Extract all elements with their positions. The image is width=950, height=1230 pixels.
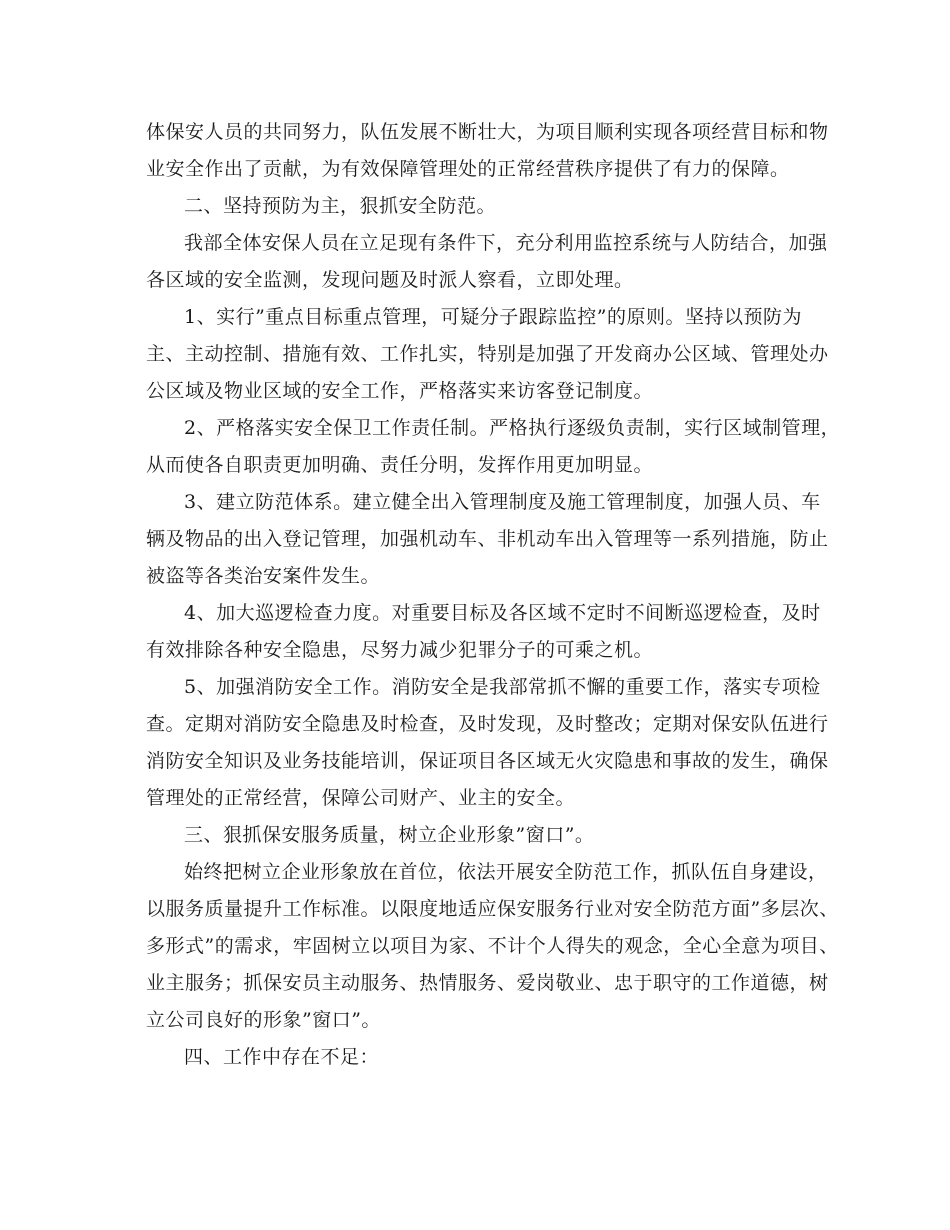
text-line: 以服务质量提升工作标准。以限度地适应保安服务行业对安全防范方面”多层次、: [146, 898, 839, 920]
text-line: 二、坚持预防为主，狠抓安全防范。: [184, 195, 497, 217]
text-line: 四、工作中存在不足：: [184, 1046, 380, 1068]
text-line: 5、加强消防安全工作。消防安全是我部常抓不懈的重要工作，落实专项检: [184, 676, 821, 698]
text-line: 2、严格落实安全保卫工作责任制。严格执行逐级负责制，实行区域制管理，: [184, 417, 841, 439]
text-line: 管理处的正常经营，保障公司财产、业主的安全。: [146, 787, 576, 809]
text-line: 业主服务；抓保安员主动服务、热情服务、爱岗敬业、忠于职守的工作道德，树: [146, 972, 829, 994]
text-line: 4、加大巡逻检查力度。对重要目标及各区域不定时不间断巡逻检查，及时: [184, 602, 821, 624]
text-line: 被盗等各类治安案件发生。: [146, 565, 381, 587]
text-line: 体保安人员的共同努力，队伍发展不断壮大，为项目顺利实现各项经营目标和物: [146, 121, 829, 143]
text-line: 公区域及物业区域的安全工作，严格落实来访客登记制度。: [146, 380, 654, 402]
text-line: 主、主动控制、措施有效、工作扎实，特别是加强了开发商办公区域、管理处办: [146, 343, 829, 365]
text-line: 各区域的安全监测，发现问题及时派人察看，立即处理。: [146, 269, 634, 291]
text-line: 三、狠抓保安服务质量，树立企业形象”窗口”。: [184, 824, 595, 846]
document-body: [146, 114, 841, 1076]
text-line: 从而使各自职责更加明确、责任分明，发挥作用更加明显。: [146, 454, 654, 476]
text-line: 辆及物品的出入登记管理，加强机动车、非机动车出入管理等一系列措施，防止: [146, 528, 829, 550]
text-line: 立公司良好的形象”窗口”。: [146, 1009, 381, 1031]
text-line: 有效排除各种安全隐患，尽努力减少犯罪分子的可乘之机。: [146, 639, 654, 661]
text-line: 多形式”的需求，牢固树立以项目为家、不计个人得失的观念，全心全意为项目、: [146, 935, 839, 957]
text-line: 查。定期对消防安全隐患及时检查，及时发现，及时整改；定期对保安队伍进行: [146, 713, 829, 735]
text-line: 业安全作出了贡献，为有效保障管理处的正常经营秩序提供了有力的保障。: [146, 158, 790, 180]
text-line: 始终把树立企业形象放在首位，依法开展安全防范工作，抓队伍自身建设，: [184, 861, 828, 883]
text-line: 我部全体安保人员在立足现有条件下，充分利用监控系统与人防结合，加强: [184, 232, 828, 254]
text-line: 3、建立防范体系。建立健全出入管理制度及施工管理制度，加强人员、车: [184, 491, 821, 513]
text-line: 消防安全知识及业务技能培训，保证项目各区域无火灾隐患和事故的发生，确保: [146, 750, 829, 772]
text-line: 1、实行”重点目标重点管理，可疑分子跟踪监控”的原则。坚持以预防为: [184, 306, 803, 328]
